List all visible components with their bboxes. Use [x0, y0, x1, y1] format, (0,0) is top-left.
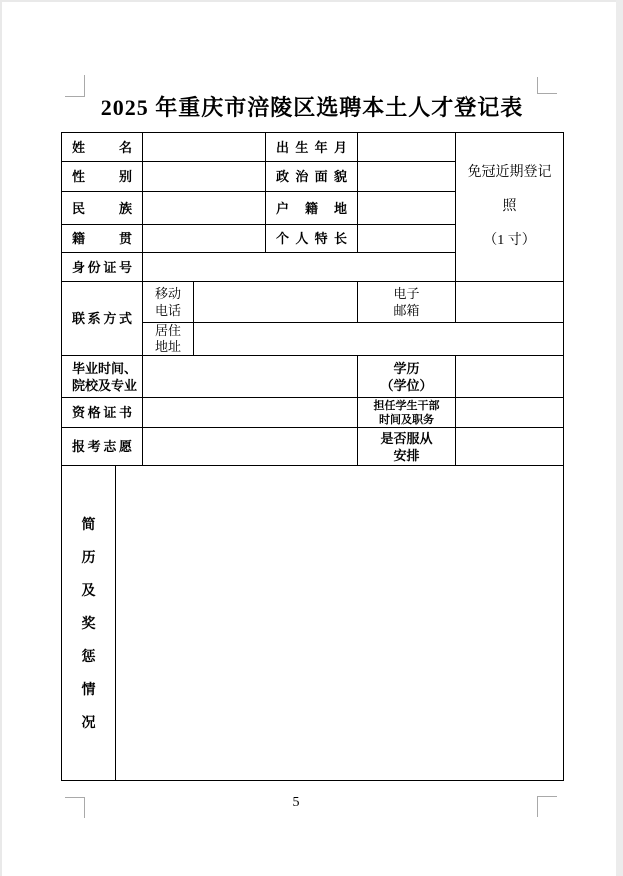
label-political-status: 政治面貌 — [266, 162, 358, 192]
obey-arrangement-input-cell[interactable] — [456, 428, 564, 466]
ethnicity-input-cell[interactable] — [143, 192, 266, 225]
table-row — [62, 428, 564, 466]
label-resume-rewards-punishments: 简 历 及 奖 惩 情 况 — [62, 466, 116, 781]
text-boundary-mark-bottom-left — [65, 797, 85, 818]
table-row — [62, 466, 564, 781]
table-row — [62, 282, 564, 323]
label-household-registration: 户籍地 — [266, 192, 358, 225]
page-number: 5 — [292, 795, 300, 810]
id-number-input-cell[interactable] — [143, 253, 456, 282]
gender-input-cell[interactable] — [143, 162, 266, 192]
native-place-input-cell[interactable] — [143, 225, 266, 253]
table-row — [62, 133, 564, 162]
residential-address-input-cell[interactable] — [194, 323, 564, 356]
email-input-cell[interactable] — [456, 282, 564, 323]
label-gender: 性别 — [62, 162, 143, 192]
text-boundary-mark-bottom-right — [537, 796, 557, 817]
label-ethnicity: 民族 — [62, 192, 143, 225]
application-preference-input-cell[interactable] — [143, 428, 358, 466]
label-native-place: 籍贯 — [62, 225, 143, 253]
label-obey-arrangement: 是否服从 安排 — [358, 428, 456, 466]
photo-box-text: （1 寸） — [483, 233, 536, 248]
registration-form-table — [61, 132, 564, 781]
label-birth-date: 出生年月 — [266, 133, 358, 162]
label-residential-address: 居住 地址 — [143, 323, 194, 356]
label-graduation-school-major: 毕业时间、 院校及专业 — [62, 356, 143, 398]
label-mobile-phone: 移动 电话 — [143, 282, 194, 323]
student-cadre-input-cell[interactable] — [456, 398, 564, 428]
table-row — [62, 398, 564, 428]
page-edge-left — [0, 0, 2, 876]
label-application-preference: 报考志愿 — [62, 428, 143, 466]
resume-input-cell[interactable] — [116, 466, 564, 781]
political-status-input-cell[interactable] — [358, 162, 456, 192]
degree-input-cell[interactable] — [456, 356, 564, 398]
label-id-number: 身份证号 — [62, 253, 143, 282]
photo-box-text: 照 — [502, 199, 517, 214]
label-certificates: 资格证书 — [62, 398, 143, 428]
photo-box-text: 免冠近期登记 — [467, 165, 552, 180]
birth-date-input-cell[interactable] — [358, 133, 456, 162]
label-personal-specialty: 个人特长 — [266, 225, 358, 253]
form-title: 2025 年重庆市涪陵区选聘本土人才登记表 — [100, 95, 524, 120]
household-registration-input-cell[interactable] — [358, 192, 456, 225]
label-name: 姓名 — [62, 133, 143, 162]
label-student-cadre: 担任学生干部 时间及职务 — [358, 398, 456, 428]
label-email: 电子 邮箱 — [358, 282, 456, 323]
certificates-input-cell[interactable] — [143, 398, 358, 428]
label-degree: 学历 （学位） — [358, 356, 456, 398]
label-contact: 联系方式 — [62, 282, 143, 356]
photo-box — [456, 133, 564, 282]
table-row — [62, 356, 564, 398]
mobile-phone-input-cell[interactable] — [194, 282, 358, 323]
personal-specialty-input-cell[interactable] — [358, 225, 456, 253]
graduation-input-cell[interactable] — [143, 356, 358, 398]
name-input-cell[interactable] — [143, 133, 266, 162]
page-edge-right — [616, 0, 623, 876]
page-edge-top — [0, 0, 623, 2]
